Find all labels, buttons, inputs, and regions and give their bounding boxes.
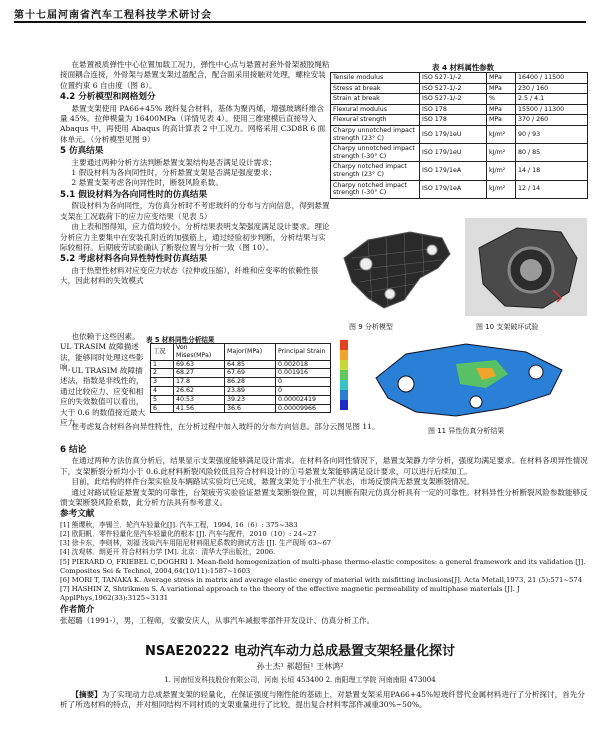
mount-hole	[385, 289, 395, 299]
table-5-cell: 40.53	[174, 395, 225, 404]
legend-swatch	[340, 400, 348, 410]
table-5-cell: 17.8	[174, 378, 225, 387]
legend-swatch	[340, 380, 348, 390]
section-5-1-text-2: 由上表和图得知，应力值均较小，分析结果表明支架强度满足设计要求。理论分析应力主要集中在安装孔附近的加强筋上，通过经验初步判断，分析结果与实际较相符。后期疲劳试验确认了断裂位置与分析一致（图 10）。	[60, 222, 330, 252]
header-rule	[14, 21, 586, 23]
figure-9-caption: 图 9 分析模型	[349, 323, 393, 331]
references-list	[60, 521, 588, 604]
legend-swatch	[340, 340, 348, 350]
table-4-cell-unit: MPa	[487, 73, 516, 84]
table-4-cell-value: 14 / 18	[516, 162, 588, 180]
section-5-text-1: 主要通过两种分析方法判断悬置支架结构是否满足设计需求；	[71, 157, 277, 167]
table-4-cell-unit: kJ/m²	[487, 162, 516, 180]
table-4-cell-property: Charpy unnotched impact strength (-30° C)	[331, 144, 420, 162]
table-row	[331, 162, 588, 180]
table-4-cell-value: 2.5 / 4.1	[516, 94, 588, 105]
section-5-text-2: 1 假设材料为各向同性时，分析悬置支架是否满足强度要求；	[71, 168, 277, 178]
section-5-2-text-2: 在考虑复合材料各向异性特性，在分析过程中加入玻纤的分布方向信息。部分云图见图 11。	[71, 422, 380, 431]
table-4-cell-standard: ISO 179/1eU	[420, 144, 487, 162]
table-4-cell-standard: ISO 527-1/-2	[420, 83, 487, 94]
table-5-cell: 5	[151, 395, 174, 404]
table-4-cell-property: Stress at break	[331, 83, 420, 94]
reference-item: [1] 熊缨秋，李锡兰．轮汽车轻量化[J]. 汽车工程，1994, 16（6）: 375~383	[60, 520, 298, 529]
bushing-core	[520, 259, 542, 281]
table-5-cell: 39.23	[225, 395, 276, 404]
table-4-cell-standard: ISO 178	[420, 115, 487, 126]
table-row	[151, 369, 331, 378]
bracket-mesh-shape	[344, 232, 450, 308]
legend-swatch	[340, 390, 348, 400]
reference-item: [7] HASHIN Z, Shtrikmen S. A variational approach to the theory of the effective magnetic permeability of multiphase materials [J]. J ApplPhys,1962(33):3125~3131	[60, 585, 520, 603]
table-row	[331, 180, 588, 198]
table-row	[331, 83, 588, 94]
table-4-cell-property: Tensile modulus	[331, 73, 420, 84]
reference-item: [4] 沈观林．朗更开 符合材料力学 [M]. 北京：清华大学出版社，2006.	[60, 548, 276, 557]
reference-item: [2] 欧阳帆．零件轻量化是汽车轻量化的根本 [J]. 汽车与配件，2010（10）: 24~27	[60, 530, 317, 539]
author-bio-text: 张超璐（1991-），男，工程师，安徽安庆人，从事汽车减振零部件开发设计、仿真分析工作。	[60, 616, 375, 626]
table-4-cell-value: 80 / 85	[516, 144, 588, 162]
table-row	[151, 404, 331, 413]
table-row	[331, 73, 588, 84]
table-row	[151, 378, 331, 387]
table-5-cell: 67.69	[225, 369, 276, 378]
section-4-2-text: 悬置支架使用 PA66+45% 玻纤复合材料，基体为聚丙烯，增强玻璃纤维含量 45%。拉伸模量为 16400MPa（详情见表 4）。使用三维建模后直接导入 Abaqus 中，再使用 Abaqus 的高计算表 2 中工况力。网格采用 C3D8R 6 面体单元。（分析模型见图 9）	[60, 103, 326, 144]
table-5-cell: 64.85	[225, 360, 276, 369]
table-4-cell-unit: MPa	[487, 115, 516, 126]
table-4-cell-unit: kJ/m²	[487, 144, 516, 162]
left-column	[60, 60, 330, 287]
table-5-cell: 0.00002419	[276, 395, 331, 404]
section-6-heading: 6 结论	[60, 445, 87, 455]
body-section-5-2-end	[60, 422, 588, 432]
side-text-1: 也依赖于这些因素。UL TRASIM 故障描述法，能够同时处理这些影响。	[60, 332, 144, 373]
table-4-cell-unit: %	[487, 94, 516, 105]
section-5-1-heading: 5.1 假设材料为各向同性时的仿真结果	[60, 189, 208, 200]
table-5-cell: 4	[151, 386, 174, 395]
table-4-cell-value: 370 / 260	[516, 115, 588, 126]
reference-item: [6] MORI T, TANAKA K. Average stress in matrix and average elastic energy of material with misfitting inclusions[J]. Acta Metall,1973, 21 (5):571~574	[60, 576, 583, 585]
conclusion-p2: 目前，此结构的样件台架实验及车辆路试实验均已完成，悬置支架处于小批生产状态，市场反馈尚无悬置支架断裂情况。	[71, 477, 474, 487]
table-5-cell: 0.00009966	[276, 404, 331, 413]
table-5-cell: 26.62	[174, 386, 225, 395]
table-4-cell-unit: MPa	[487, 104, 516, 115]
color-legend	[340, 340, 348, 410]
references-heading: 参考文献	[60, 509, 95, 520]
table-4-cell-value: 16400 / 11500	[516, 73, 588, 84]
legend-swatch	[340, 360, 348, 370]
table-5-header: Major(MPa)	[225, 344, 276, 361]
table-4-cell-standard: ISO 179/1eA	[420, 162, 487, 180]
side-text-2: UL TRASIM 故障描述法，指数是非线性的，通过比较应力、应变和相应的失效数值可以看出，大于 0.6 的数值接近最大应力。	[60, 366, 146, 428]
mount-hole	[427, 245, 437, 255]
abstract-label: 【摘要】	[71, 690, 102, 699]
table-row	[151, 360, 331, 369]
table-5-cell: 6	[151, 404, 174, 413]
table-5-cell: 23.89	[225, 386, 276, 395]
table-row	[331, 115, 588, 126]
conclusion-block	[60, 444, 588, 626]
table-row	[331, 144, 588, 162]
table-4-cell-standard: ISO 178	[420, 104, 487, 115]
section-5-2-heading: 5.2 考虑材料各向异性特性时仿真结果	[60, 254, 208, 265]
table-4-cell-property: Flexural modulus	[331, 104, 420, 115]
abstract-text: 为了实现动力总成悬置支架的轻量化，在保证强度与刚性能的基础上，对悬置支架采用PA66+45%短玻纤替代金属材料进行了分析探讨，首先分析了所选材料的特点，并对相同结构不同材质的支架重量进行了比较，提出复合材料零部件减重30%~50%。	[60, 690, 585, 710]
table-5-title: 表 5 材料同性分析结果	[146, 336, 215, 344]
conclusion-p3: 通过对路试验证悬置支架的可靠性，台架疲劳实验验证悬置支架断裂位置，可以判断有限元仿真分析具有一定的可靠性。材料异性分析断裂风险参数能够反馈支架断裂风险系数，此分析方法具有参考意义。	[60, 487, 588, 508]
intro-paragraph: 在悬置被质弹性中心位置加载工况力，弹性中心点与悬置衬套外骨架被胶绳粘接面耦合连接，外骨架与悬置支架过盈配合，配合面采用接触对处理，螺栓安装位置约束 6 自由度（图 8）。	[60, 60, 330, 90]
running-head: 第十七届河南省汽车工程科技学术研讨会	[14, 10, 212, 21]
table-4-title: 表 4 材料属性参数	[431, 63, 495, 72]
legend-swatch	[340, 370, 348, 380]
mount-hole	[529, 365, 543, 379]
table-4-cell-value: 12 / 14	[516, 180, 588, 198]
table-row	[151, 395, 331, 404]
next-article-abstract	[60, 690, 588, 711]
table-5-cell: 86.28	[225, 378, 276, 387]
author-bio-heading: 作者简介	[60, 604, 95, 615]
table-5-cell: 36.6	[225, 404, 276, 413]
table-5-cell: 68.27	[174, 369, 225, 378]
section-4-2-heading: 4.2 分析模型和网格划分	[60, 92, 156, 103]
mount-hole	[360, 258, 372, 270]
table-4-cell-property: Charpy notched impact strength (-30° C)	[331, 180, 420, 198]
next-article-affiliation: 1. 河南恒发科技股份有限公司，河南 长垣 453400 2. 南阳理工学院 河南南阳 473004	[164, 676, 436, 684]
mount-hole	[470, 396, 482, 408]
conclusion-p1: 在通过两种方法仿真分析后，结果显示支架强度能够满足设计需求。在材料各向同性情况下，悬置支架静力学分析，强度均满足要求。在材料各项异性情况下，支架断裂分析均小于 0.6.此材料断裂风险较低且符合材料设计的①号悬置支架能够满足设计要求，可以进行后续加工。	[60, 456, 588, 476]
reference-item: [3] 徐卡东，李则林，刘福 浅谈汽车用阻尼材料阻尼系数的测试方法 [J]. 生产现场 63~67	[60, 539, 332, 548]
figure-11-caption: 图 11 异性仿真分析结果	[428, 427, 505, 435]
table-5-header: 工况	[151, 344, 174, 361]
table-5-cell: 2	[151, 369, 174, 378]
table-4-cell-unit: kJ/m²	[487, 180, 516, 198]
reference-item: [5] PIERARD O, FRIEBEL C,DOGHRI I. Mean-field homogenization of multi-phase thermo-elastic composites: a general framework and its validation [J]. Composites Sei & Technol, 2004,64(10/11):1587~1603	[60, 557, 586, 575]
table-4-cell-property: Strain at break	[331, 94, 420, 105]
table-4-cell-standard: ISO 527-1/-2	[420, 73, 487, 84]
figure-11-anisotropic-result	[336, 334, 588, 422]
table-4-cell-property: Charpy notched impact strength (23° C)	[331, 162, 420, 180]
table-5-cell: 3	[151, 378, 174, 387]
section-5-text-3: 2 悬置支架考虑各向异性时，断裂风险系数。	[71, 178, 223, 188]
table-row	[331, 125, 588, 143]
table-5-header: Principal Strain	[276, 344, 331, 361]
table-5-cell: 1	[151, 360, 174, 369]
mount-hole	[398, 376, 414, 392]
table-4-cell-value: 90 / 93	[516, 125, 588, 143]
table-5-cell: 69.63	[174, 360, 225, 369]
table-5-cell: 0.002018	[276, 360, 331, 369]
table-4-cell-value: 230 / 160	[516, 83, 588, 94]
table-4-cell-unit: kJ/m²	[487, 125, 516, 143]
table-5-cell: 0	[276, 378, 331, 387]
legend-swatch	[340, 350, 348, 360]
figure-10-bracket-test-photo	[465, 218, 587, 316]
table-row	[331, 104, 588, 115]
section-5-1-text-1: 假设材料为各向同性，为仿真分析时不考虑玻纤的分布与方向信息，得到悬置支架在工况载荷下的应力应变结果（见表 5）	[60, 201, 330, 221]
table-5-cell: 41.56	[174, 404, 225, 413]
table-5-cell: 0.001916	[276, 369, 331, 378]
table-row	[151, 386, 331, 395]
table-4-material-properties	[330, 72, 588, 199]
figure-9-analysis-model	[338, 218, 456, 316]
next-article-authors: 孙士杰¹ 郝超恒¹ 王林鸿²	[256, 662, 344, 671]
table-4-cell-standard: ISO 527-1/-2	[420, 94, 487, 105]
table-5-isotropic-results	[150, 343, 331, 413]
figure-10-caption: 图 10 支架破坏试验	[476, 323, 539, 331]
table-4-cell-value: 15500 / 11300	[516, 104, 588, 115]
table-5-cell: 0	[276, 386, 331, 395]
table-4-cell-standard: ISO 179/1eA	[420, 180, 487, 198]
table-4-cell-property: Flexural strength	[331, 115, 420, 126]
table-5-header: Von Mises(MPa)	[174, 344, 225, 361]
table-4-cell-unit: MPa	[487, 83, 516, 94]
next-article-title: NSAE20222 电动汽车动力总成悬置支架轻量化探讨	[145, 644, 455, 659]
table-4-cell-standard: ISO 179/1eU	[420, 125, 487, 143]
section-5-2-text: 由于热塑性材料对应变应力状态（拉伸或压缩），纤维和应变率的依赖性很大，因此材料的失效模式	[60, 265, 319, 286]
section-5-heading: 5 仿真结果	[60, 146, 104, 157]
table-4-cell-property: Charpy unnotched impact strength (23° C)	[331, 125, 420, 143]
table-row	[331, 94, 588, 105]
